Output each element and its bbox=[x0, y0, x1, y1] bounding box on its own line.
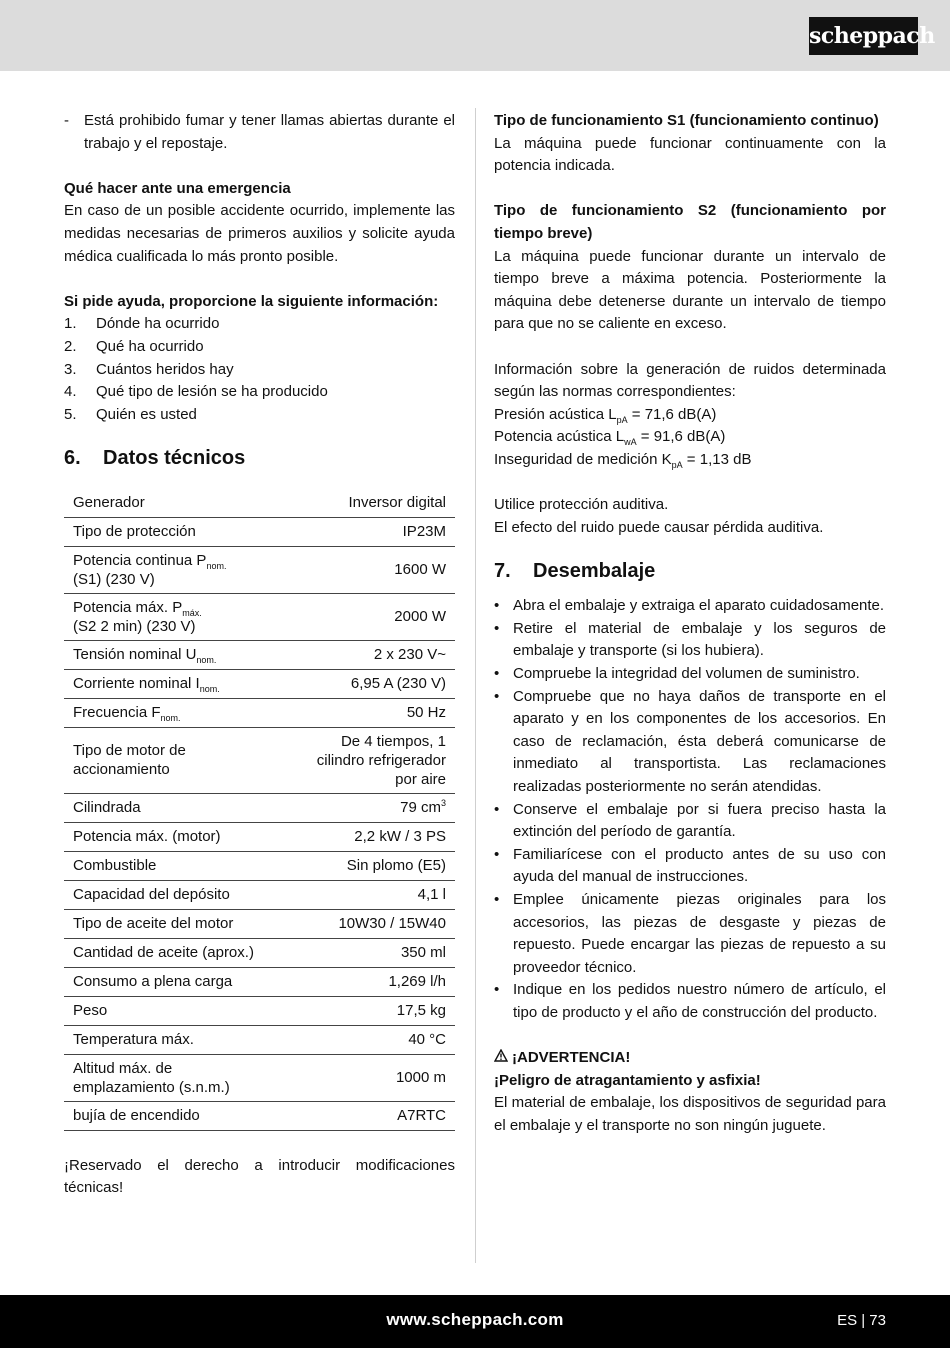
bullet: • bbox=[494, 845, 500, 863]
list-item bbox=[64, 336, 455, 359]
spec-label: Consumo a plena carga bbox=[64, 967, 285, 996]
s2-heading: Tipo de funcionamiento S2 (funcionamiento por tiempo breve) bbox=[494, 202, 886, 242]
section-heading-unpacking: 7. Desembalaje bbox=[494, 560, 656, 583]
right-column bbox=[494, 110, 886, 1138]
list-item: - Está prohibido fumar y tener llamas abiertas durante el trabajo y el repostaje. bbox=[64, 112, 455, 152]
spec-value: 40 °C bbox=[285, 1025, 455, 1054]
list-item bbox=[64, 404, 455, 427]
list-item bbox=[494, 686, 886, 799]
left-column bbox=[64, 110, 455, 1200]
table-row bbox=[64, 938, 455, 967]
list-text: Indique en los pedidos nuestro número de artículo, el tipo de producto y el año de construcción del producto. bbox=[513, 981, 886, 1021]
help-list bbox=[64, 313, 455, 426]
spec-label: bujía de encendido bbox=[64, 1101, 285, 1130]
spec-value: IP23M bbox=[285, 517, 455, 546]
spec-label: Combustible bbox=[64, 851, 285, 880]
list-text: Dónde ha ocurrido bbox=[96, 315, 220, 333]
spec-subscript: nom. bbox=[199, 684, 220, 695]
list-text: Familiarícese con el producto antes de su uso con ayuda del manual de instrucciones. bbox=[513, 845, 886, 886]
warning-text: El material de embalaje, los dispositivos de seguridad para el embalaje y el transporte no son ningún juguete. bbox=[494, 1094, 886, 1134]
table-row bbox=[64, 793, 455, 822]
table-row bbox=[64, 669, 455, 698]
footer-url: www.scheppach.com bbox=[386, 1310, 564, 1329]
warning-triangle-icon bbox=[494, 1047, 508, 1070]
bullet: • bbox=[494, 619, 500, 637]
spec-subscript: nom. bbox=[160, 713, 181, 724]
list-text: Quién es usted bbox=[96, 405, 197, 423]
table-row bbox=[64, 698, 455, 727]
table-row bbox=[64, 727, 455, 793]
page-footer bbox=[0, 1295, 950, 1348]
spec-value: 1000 m bbox=[285, 1054, 455, 1101]
spec-label: Peso bbox=[64, 996, 285, 1025]
spec-label: Cantidad de aceite (aprox.) bbox=[64, 938, 285, 967]
list-item bbox=[64, 381, 455, 404]
spec-value: 350 ml bbox=[285, 938, 455, 967]
spec-label: Temperatura máx. bbox=[64, 1025, 285, 1054]
list-text: Retire el material de embalaje y los seguros de embalaje y transporte (si los hubiera). bbox=[513, 619, 886, 660]
list-text: Emplee únicamente piezas originales para los accesorios, las piezas de desgaste y piezas de repuesto. Puede encargar las piezas de repuesto a su proveedor técnico. bbox=[513, 891, 886, 976]
list-text: Abra el embalaje y extraiga el aparato cuidadosamente. bbox=[513, 597, 885, 615]
list-number: 2. bbox=[64, 337, 77, 355]
noise-intro: Información sobre la generación de ruidos determinada según las normas correspondientes: bbox=[494, 360, 886, 401]
spec-value: 1,269 l/h bbox=[285, 967, 455, 996]
table-row bbox=[64, 1025, 455, 1054]
bullet: • bbox=[494, 891, 500, 908]
hearing-loss-note: El efecto del ruido puede causar pérdida auditiva. bbox=[494, 518, 824, 536]
table-row bbox=[64, 1054, 455, 1101]
spec-label: Corriente nominal $I_{nom.}$ bbox=[64, 669, 285, 698]
bullet: • bbox=[494, 687, 500, 705]
spec-value: 50 Hz bbox=[285, 698, 455, 727]
spec-value: 10W30 / 15W40 bbox=[285, 909, 455, 938]
table-row bbox=[64, 640, 455, 669]
spec-value: 17,5 kg bbox=[285, 996, 455, 1025]
table-row bbox=[64, 967, 455, 996]
table-row bbox=[64, 996, 455, 1025]
noise-subscript: wA bbox=[624, 437, 637, 448]
list-item bbox=[494, 844, 886, 889]
spec-label: Tensión nominal $U_{nom.}$ bbox=[64, 640, 285, 669]
list-number: 5. bbox=[64, 405, 77, 423]
s1-text: La máquina puede funcionar continuamente con la potencia indicada. bbox=[494, 134, 886, 175]
spec-value: 6,95 A (230 V) bbox=[285, 669, 455, 698]
warning-title: ¡Peligro de atragantamiento y asfixia! bbox=[494, 1071, 761, 1089]
table-row bbox=[64, 822, 455, 851]
list-number: 1. bbox=[64, 315, 77, 333]
page-header bbox=[0, 0, 950, 71]
list-text: Conserve el embalaje por si fuera preciso hasta la extinción del período de garantía. bbox=[513, 800, 886, 841]
table-row bbox=[64, 1101, 455, 1130]
table-row bbox=[64, 909, 455, 938]
noise-subscript: pA bbox=[616, 414, 628, 425]
noise-values bbox=[494, 404, 886, 472]
spec-value: 1600 W bbox=[285, 546, 455, 593]
s1-heading: Tipo de funcionamiento S1 (funcionamiento continuo) bbox=[494, 112, 879, 129]
spec-label: Generador bbox=[64, 488, 285, 517]
list-item bbox=[64, 359, 455, 382]
list-number: 4. bbox=[64, 383, 77, 401]
list-item bbox=[64, 313, 455, 336]
list-text: Compruebe que no haya daños de transporte en el aparato y en los componentes de los accesorios. En caso de reclamación, ésta deberá comunicarse de inmediato al transportista. Las reclamaciones realizadas posteriormente no serán atendidas. bbox=[513, 687, 886, 796]
spec-label: Frecuencia $F_{nom.}$ bbox=[64, 698, 285, 727]
table-row bbox=[64, 593, 455, 640]
help-heading: Si pide ayuda, proporcione la siguiente información: bbox=[64, 292, 439, 310]
list-item bbox=[494, 799, 886, 844]
spec-label: Potencia máx. $P_{máx.}$ (S2 2 min) (230 V) bbox=[64, 593, 285, 640]
spec-subscript: nom. bbox=[196, 655, 217, 666]
spec-value: Sin plomo (E5) bbox=[285, 851, 455, 880]
noise-subscript: pA bbox=[671, 459, 683, 470]
bullet: • bbox=[494, 665, 500, 683]
spec-value: De 4 tiempos, 1 cilindro refrigerador por aire bbox=[285, 727, 455, 793]
table-row bbox=[64, 851, 455, 880]
spec-value: A7RTC bbox=[285, 1101, 455, 1130]
noise-value: Potencia acústica $L_{wA} = 91,6$ dB(A) bbox=[494, 428, 726, 448]
spec-value: 4,1 l bbox=[285, 880, 455, 909]
scheppach-logo: scheppach bbox=[809, 17, 918, 55]
emergency-text: En caso de un posible accidente ocurrido, implemente las medidas necesarias de primeros auxilios y solicite ayuda médica cualificada lo más pronto posible. bbox=[64, 202, 455, 265]
spec-value: 2,2 kW / 3 PS bbox=[285, 822, 455, 851]
warning-label: ¡ADVERTENCIA! bbox=[494, 1047, 886, 1070]
list-item bbox=[494, 663, 886, 686]
column-divider bbox=[475, 108, 476, 1263]
spec-subscript: nom. bbox=[206, 560, 227, 571]
s2-text: La máquina puede funcionar durante un intervalo de tiempo breve a máxima potencia. Posteriormente la máquina debe detenerse durante un intervalo de tiempo para que no se caliente en exceso. bbox=[494, 247, 886, 333]
list-number: 3. bbox=[64, 360, 77, 378]
hearing-protection-note: Utilice protección auditiva. bbox=[494, 496, 669, 514]
list-item bbox=[494, 889, 886, 979]
spec-label: Capacidad del depósito bbox=[64, 880, 285, 909]
page-number: ES | 73 bbox=[837, 1312, 886, 1329]
bullet: • bbox=[494, 597, 500, 615]
table-row bbox=[64, 517, 455, 546]
bullet: • bbox=[494, 800, 500, 818]
noise-value: Presión acústica $L_{pA} = 71,6$ dB(A) bbox=[494, 405, 717, 425]
list-text: Qué ha ocurrido bbox=[96, 337, 204, 355]
bullet: • bbox=[494, 981, 500, 999]
spec-label: Potencia continua $P_{nom.}$ (S1) (230 V) bbox=[64, 546, 285, 593]
list-text: Qué tipo de lesión se ha producido bbox=[96, 383, 328, 401]
spec-value: 2 x 230 V~ bbox=[285, 640, 455, 669]
spec-superscript: 3 bbox=[440, 798, 446, 809]
table-row bbox=[64, 488, 455, 517]
spec-value: 79 $cm^3$ bbox=[285, 793, 455, 822]
spec-subscript: máx. bbox=[182, 607, 202, 618]
list-text: Compruebe la integridad del volumen de suministro. bbox=[513, 665, 860, 683]
spec-label: Tipo de motor de accionamiento bbox=[64, 727, 285, 793]
spec-label: Tipo de aceite del motor bbox=[64, 909, 285, 938]
section-heading-technical-data: 6. Datos técnicos bbox=[64, 447, 246, 470]
spec-value: Inversor digital bbox=[285, 488, 455, 517]
list-text: Cuántos heridos hay bbox=[96, 360, 234, 378]
table-row bbox=[64, 546, 455, 593]
spec-value: 2000 W bbox=[285, 593, 455, 640]
emergency-heading: Qué hacer ante una emergencia bbox=[64, 179, 291, 197]
spec-label: Cilindrada bbox=[64, 793, 285, 822]
technical-data-table bbox=[64, 488, 455, 1131]
spec-label: Potencia máx. (motor) bbox=[64, 822, 285, 851]
list-item bbox=[494, 618, 886, 663]
spec-label: Altitud máx. de emplazamiento (s.n.m.) bbox=[64, 1054, 285, 1101]
noise-value: Inseguridad de medición $K_{pA} = 1,13$ dB bbox=[494, 450, 752, 470]
list-item bbox=[494, 595, 886, 618]
reserved-note: ¡Reservado el derecho a introducir modificaciones técnicas! bbox=[64, 1156, 455, 1197]
table-row bbox=[64, 880, 455, 909]
list-item bbox=[494, 979, 886, 1024]
spec-label: Tipo de protección bbox=[64, 517, 285, 546]
unpacking-list bbox=[494, 595, 886, 1024]
